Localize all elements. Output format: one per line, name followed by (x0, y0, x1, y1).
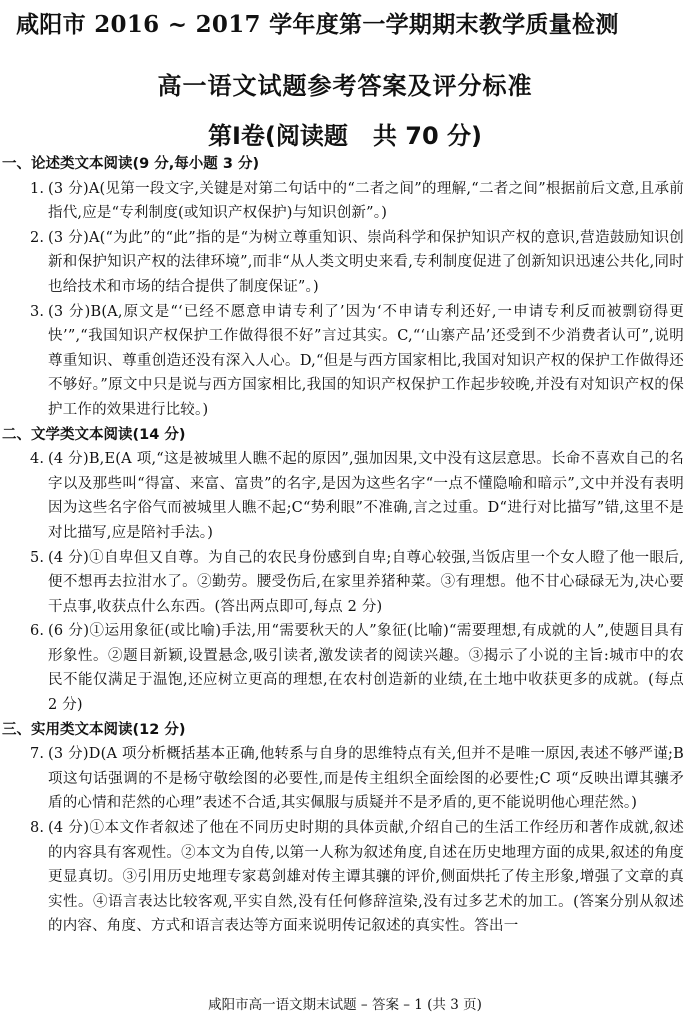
answer-item (0, 546, 690, 620)
question-number: 4. (30, 451, 45, 468)
document-subtitle: 高一语文试题参考答案及评分标准 (157, 72, 533, 100)
part-title: 第Ⅰ卷(阅读题 共 70 分) (207, 122, 483, 150)
question-number: 7. (30, 746, 45, 763)
section-heading: 三、实用类文本阅读(12 分) (2, 721, 186, 738)
answer-item (0, 447, 690, 545)
answer-text: (3 分)B(A,原文是“‘已经不愿意申请专利了’因为‘不申请专利还好,一申请专利反而被剽窃得更快’”,“我国知识产权保护工作做得很不好”言过其实。C,“‘山寨产品’还受到不少消费者认可”,说明尊重知识、尊重创造还没有深入人心。D,“但是与西方国家相比,我国对知识产权的保护工作做得还不够好。”原文中只是说与西方国家相比,我国的知识产权保护工作起步较晚,并没有对知识产权的保护工作的效果进行比较。) (48, 303, 684, 418)
answer-content (0, 152, 690, 939)
answer-item (0, 300, 690, 423)
answer-text: (4 分)①本文作者叙述了他在不同历史时期的具体贡献,介绍自己的生活工作经历和著作成就,叙述的内容具有客观性。②本文为自传,以第一人称为叙述角度,自述在历史地理方面的成果,叙述的角度更显真切。③引用历史地理专家葛剑雄对传主谭其骧的评价,侧面烘托了传主形象,增强了文章的真实性。④语言表达比较客观,平实自然,没有任何修辞渲染,没有过多艺术的加工。(答案分别从叙述的内容、角度、方式和语言表达等方面来说明传记叙述的真实性。答出一 (48, 820, 684, 935)
answer-text: (3 分)D(A 项分析概括基本正确,他转系与自身的思维特点有关,但并不是唯一原因,表述不够严谨;B 项这句话强调的不是杨守敬绘图的必要性,而是传主组织全面绘图的必要性;C 项“反映出谭其骧矛盾的心情和茫然的心理”表述不合适,其实佩服与质疑并不是矛盾的,更不能说明他心理茫然。) (48, 746, 684, 812)
answer-text: (4 分)B,E(A 项,“这是被城里人瞧不起的原因”,强加因果,文中没有这层意思。长命不喜欢自己的名字以及那些叫“得富、来富、富贵”的名字,是因为这些名字“一点不懂隐喻和暗示”,文中并没有表明因为这些名字俗气而被城里人瞧不起;C“势利眼”不准确,言之过重。D“进行对比描写”错,这里不是对比描写,应是陪衬手法。) (48, 451, 684, 541)
answer-text: (4 分)①自卑但又自尊。为自己的农民身份感到自卑;自尊心较强,当饭店里一个女人瞪了他一眼后,便不想再去拉泔水了。②勤劳。腰受伤后,在家里养猪种菜。③有理想。他不甘心碌碌无为,决心要干点事,收获点什么东西。(答出两点即可,每点 2 分) (48, 549, 684, 615)
answer-text: (3 分)A(见第一段文字,关键是对第二句话中的“二者之间”的理解,“二者之间”根据前后文意,且承前指代,应是“专利制度(或知识产权保护)与知识创新”。) (48, 180, 684, 222)
question-number: 1. (30, 180, 45, 197)
answer-item (0, 816, 690, 939)
answer-item (0, 226, 690, 300)
question-number: 2. (30, 229, 45, 246)
answer-text: (6 分)①运用象征(或比喻)手法,用“需要秋天的人”象征(比喻)“需要理想,有成就的人”,使题目具有形象性。②题目新颖,设置悬念,吸引读者,激发读者的阅读兴趣。③揭示了小说的主旨:城市中的农民不能仅满足于温饱,还应树立更高的理想,在农村创造新的业绩,在土地中收获更多的成就。(每点 2 分) (48, 623, 684, 714)
section-heading: 一、论述类文本阅读(9 分,每小题 3 分) (2, 156, 260, 172)
answer-item (0, 742, 690, 816)
answer-text: (3 分)A(“为此”的“此”指的是“为树立尊重知识、崇尚科学和保护知识产权的意识,营造鼓励知识创新和保护知识产权的法律环境”,而非“从人类文明史来看,专利制度促进了创新知识迅速公共化,同时也给技术和市场的结合提供了制度保证”。) (48, 229, 684, 295)
page-footer: 咸阳市高一语文期末试题 – 答案 – 1 (共 3 页) (208, 997, 482, 1013)
question-number: 8. (30, 820, 45, 837)
answer-item (0, 177, 690, 226)
question-number: 6. (30, 623, 45, 640)
section-heading: 二、文学类文本阅读(14 分) (2, 426, 186, 443)
exam-header: 咸阳市 2016 ~ 2017 学年度第一学期期末教学质量检测 (16, 11, 619, 38)
answer-item (0, 619, 690, 717)
question-number: 3. (30, 303, 45, 320)
question-number: 5. (30, 549, 45, 566)
